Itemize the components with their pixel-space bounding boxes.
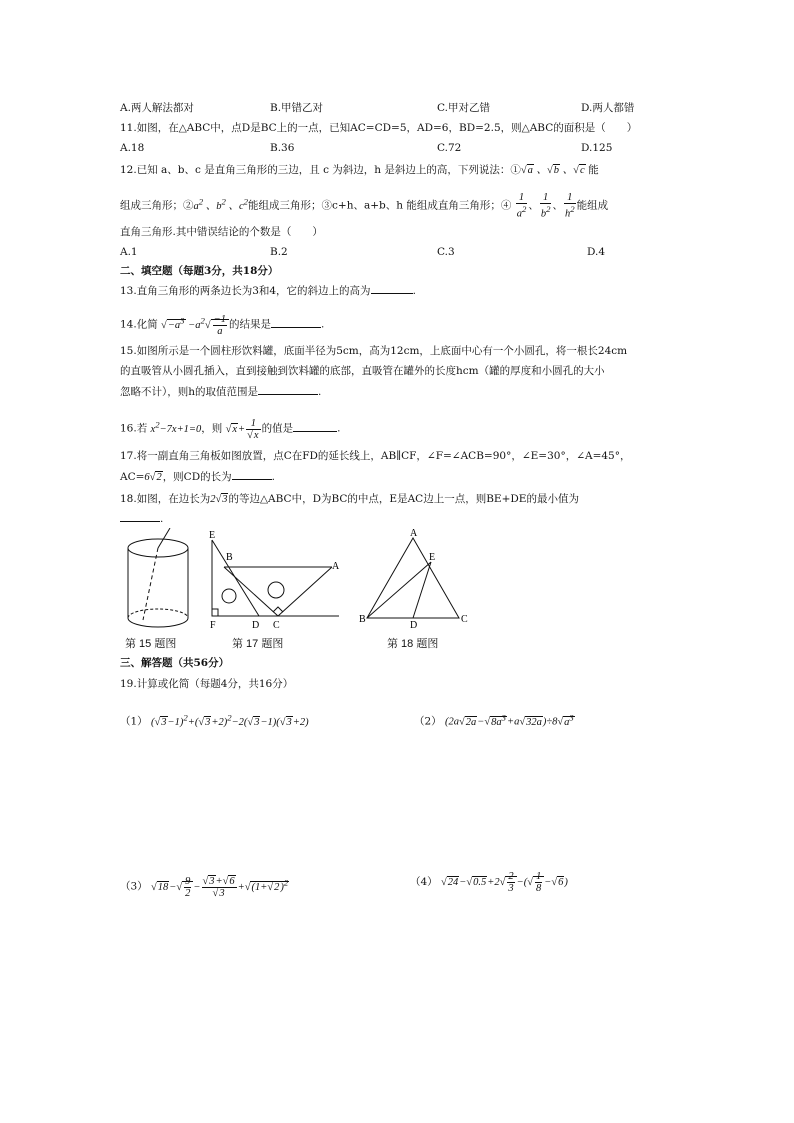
- fig18-label-e: E: [429, 552, 436, 563]
- q14: 14.化简 $√-a^3 -a^2√$ $\frac{-1}{a}$ 的结果是 .: [120, 313, 325, 337]
- q16-prefix: 16.若: [120, 422, 148, 435]
- q19-part-1-label: （1）: [120, 715, 148, 728]
- figure-15-caption: 第 15 题图: [125, 638, 177, 650]
- q12-roots-expr: √a 、√b 、√c: [520, 165, 585, 176]
- q11-stem: 11.如图，在△ABC中，点D是BC上的一点，已知AC=CD=5，AD=6，BD=2.5，则△ABC的面积是（ ）: [120, 122, 638, 134]
- q19-part-4-label: （4）: [410, 876, 438, 888]
- q16-answer-blank[interactable]: [293, 421, 337, 432]
- q11-option-b: B.36: [270, 142, 295, 154]
- section3-title: 三、解答题（共56分）: [120, 657, 230, 669]
- q19-part-3: [120, 870, 289, 900]
- q13-text: 13.直角三角形的两条边长为3和4，它的斜边上的高为: [120, 285, 371, 297]
- q10-option-c: C.甲对乙错: [437, 102, 490, 114]
- fig18-label-d: D: [410, 620, 418, 631]
- q11-option-d: D.125: [581, 142, 613, 154]
- q17-answer-blank[interactable]: [232, 469, 272, 480]
- q11-option-a: A.18: [120, 142, 145, 154]
- q17-line2: AC=6√2，则CD的长为 .: [120, 471, 275, 483]
- q19-part-2-expression: $(2a√2a-√8a^3+a√32a)\div 8√a^3$: [445, 712, 574, 728]
- fig17-label-e: E: [209, 530, 216, 541]
- q15-line2: 的直吸管从小圆孔插入，直到接触到饮料罐的底部，直吸管在罐外的长度hcm（罐的厚度和小圆孔的大小: [120, 365, 605, 377]
- q14-suffix: 的结果是: [228, 318, 271, 331]
- q12-frac-b: $\frac{1}{b^2}$: [540, 191, 551, 220]
- section2-title: 二、填空题（每题3分，共18分）: [120, 265, 279, 277]
- q12-option-c: C.3: [437, 246, 455, 258]
- fig18-label-a: A: [410, 528, 418, 539]
- q18-line1-text-b: 的等边△ABC中，D为BC的中点，E是AC边上一点，则BE+DE的最小值为: [228, 493, 579, 505]
- q12-line1: [120, 163, 599, 178]
- q16-equation: $x^2-7x+1=0$: [150, 419, 202, 435]
- q12-line2-text-a: 组成三角形；②: [120, 199, 194, 212]
- q12-frac-a: $\frac{1}{a^2}$: [516, 191, 527, 220]
- q10-option-a: A.两人解法都对: [120, 102, 194, 114]
- q12-line1-text: 12.已知 a、b、c 是直角三角形的三边，且 c 为斜边，h 是斜边上的高，下列说法：①: [120, 164, 521, 176]
- q19-part-3-expression: √18−√ $\frac{9}{2}$ − $\frac{√3+√6}{√3}$ $+√(1+√2)^2$: [151, 875, 289, 899]
- q12-line1-end: 能: [588, 164, 599, 176]
- q16-suffix: 的值是: [261, 422, 294, 435]
- q12-option-d: D.4: [587, 246, 606, 258]
- q19-part-2-label: （2）: [414, 715, 442, 728]
- figure-15-cylinder: [120, 528, 200, 633]
- q15-line1: 15.如图所示是一个圆柱形饮料罐，底面半径为5cm，高为12cm，上底面中心有一个小圆孔，将一根长24cm: [120, 345, 628, 357]
- q18-answer-blank[interactable]: [120, 511, 160, 522]
- q15-line3-text: 忽略不计），则h的取值范围是: [120, 386, 259, 398]
- q19-part-2: [414, 710, 575, 730]
- q11-option-c: C.72: [437, 142, 462, 154]
- figure-17-set-squares: [205, 530, 345, 630]
- fig17-label-d: D: [252, 620, 260, 630]
- q12-line3: 直角三角形.其中错误结论的个数是（ ）: [120, 226, 323, 238]
- q19-part-1-expression: $(√3-1)^2+(√3+2)^2-2(√3-1)(√3+2)$: [151, 712, 309, 728]
- q12-line2: 组成三角形；$②a^2$ 、$b^2$ 、$c^2$能组成三角形；③c+h、a+b、h 能组成直角三角形；④ $\frac{1}{a^2}$ 、 $\frac{1}{b^2}$ 、 $\frac{1}{h^2}$ 能组成: [120, 191, 609, 220]
- q14-prefix: 14.化简: [120, 318, 158, 331]
- q19-part-1: [120, 710, 309, 730]
- fig18-label-c: C: [461, 614, 468, 625]
- fig17-label-f: F: [210, 620, 216, 630]
- q19-title: 19.计算或化简（每题4分，共16分）: [120, 678, 294, 690]
- q12-option-a: A.1: [120, 246, 138, 258]
- q16: 16.若 $x^2-7x+1=0$，则 √x+ $\frac{1}{√x}$ 的值是 .: [120, 417, 341, 441]
- q13: 13.直角三角形的两条边长为3和4，它的斜边上的高为 .: [120, 285, 416, 297]
- q10-option-b: B.甲错乙对: [270, 102, 324, 114]
- q12-frac-h: $\frac{1}{h^2}$: [564, 191, 575, 220]
- q18-line2: .: [120, 511, 163, 526]
- q12-line2-text-b: 能组成三角形；③c+h、a+b、h 能组成直角三角形；④: [248, 199, 512, 212]
- q18-side-value: 2√3: [210, 494, 228, 505]
- q14-expression: $√-a^3 -a^2√$ $\frac{-1}{a}$: [161, 320, 229, 331]
- fig17-label-a: A: [332, 561, 340, 572]
- q15-line3: 忽略不计），则h的取值范围是 .: [120, 386, 322, 398]
- q19-part-4: [410, 870, 568, 895]
- q10-option-d: D.两人都错: [581, 102, 635, 114]
- fig17-label-c: C: [273, 620, 280, 630]
- figure-17-caption: 第 17 题图: [232, 638, 284, 650]
- fig18-label-b: B: [359, 614, 366, 625]
- figure-18-caption: 第 18 题图: [387, 638, 439, 650]
- figure-18-triangle: [355, 528, 475, 632]
- q18-line1-text-a: 18.如图，在边长为: [120, 493, 211, 505]
- q16-mid: ，则: [201, 422, 223, 435]
- q17-ac-value: 6√2: [144, 472, 162, 483]
- q17-line2-text-a: AC=: [120, 471, 145, 483]
- q14-answer-blank[interactable]: [271, 317, 321, 328]
- q12-option-b: B.2: [270, 246, 288, 258]
- q19-part-4-expression: √24−√0.5+2√ $\frac{2}{3}$ −(√ $\frac{1}{8}$ −√6): [441, 871, 568, 895]
- q12-squares-expr: $a^2$ 、$b^2$ 、$c^2$: [193, 196, 249, 212]
- fig17-label-b: B: [226, 552, 233, 563]
- q17-line2-text-b: ，则CD的长为: [162, 471, 232, 483]
- q13-answer-blank[interactable]: [371, 283, 413, 294]
- q15-answer-blank[interactable]: [258, 384, 318, 395]
- q19-part-3-label: （3）: [120, 880, 148, 893]
- q17-line1: 17.将一副直角三角板如图放置，点C在FD的延长线上，AB∥CF，∠F=∠ACB=90°，∠E=30°，∠A=45°，: [120, 450, 631, 462]
- q12-line2-text-c: 能组成: [576, 199, 609, 212]
- q16-expression: √x+ $\frac{1}{√x}$: [225, 417, 259, 441]
- q18-line1: [120, 492, 579, 507]
